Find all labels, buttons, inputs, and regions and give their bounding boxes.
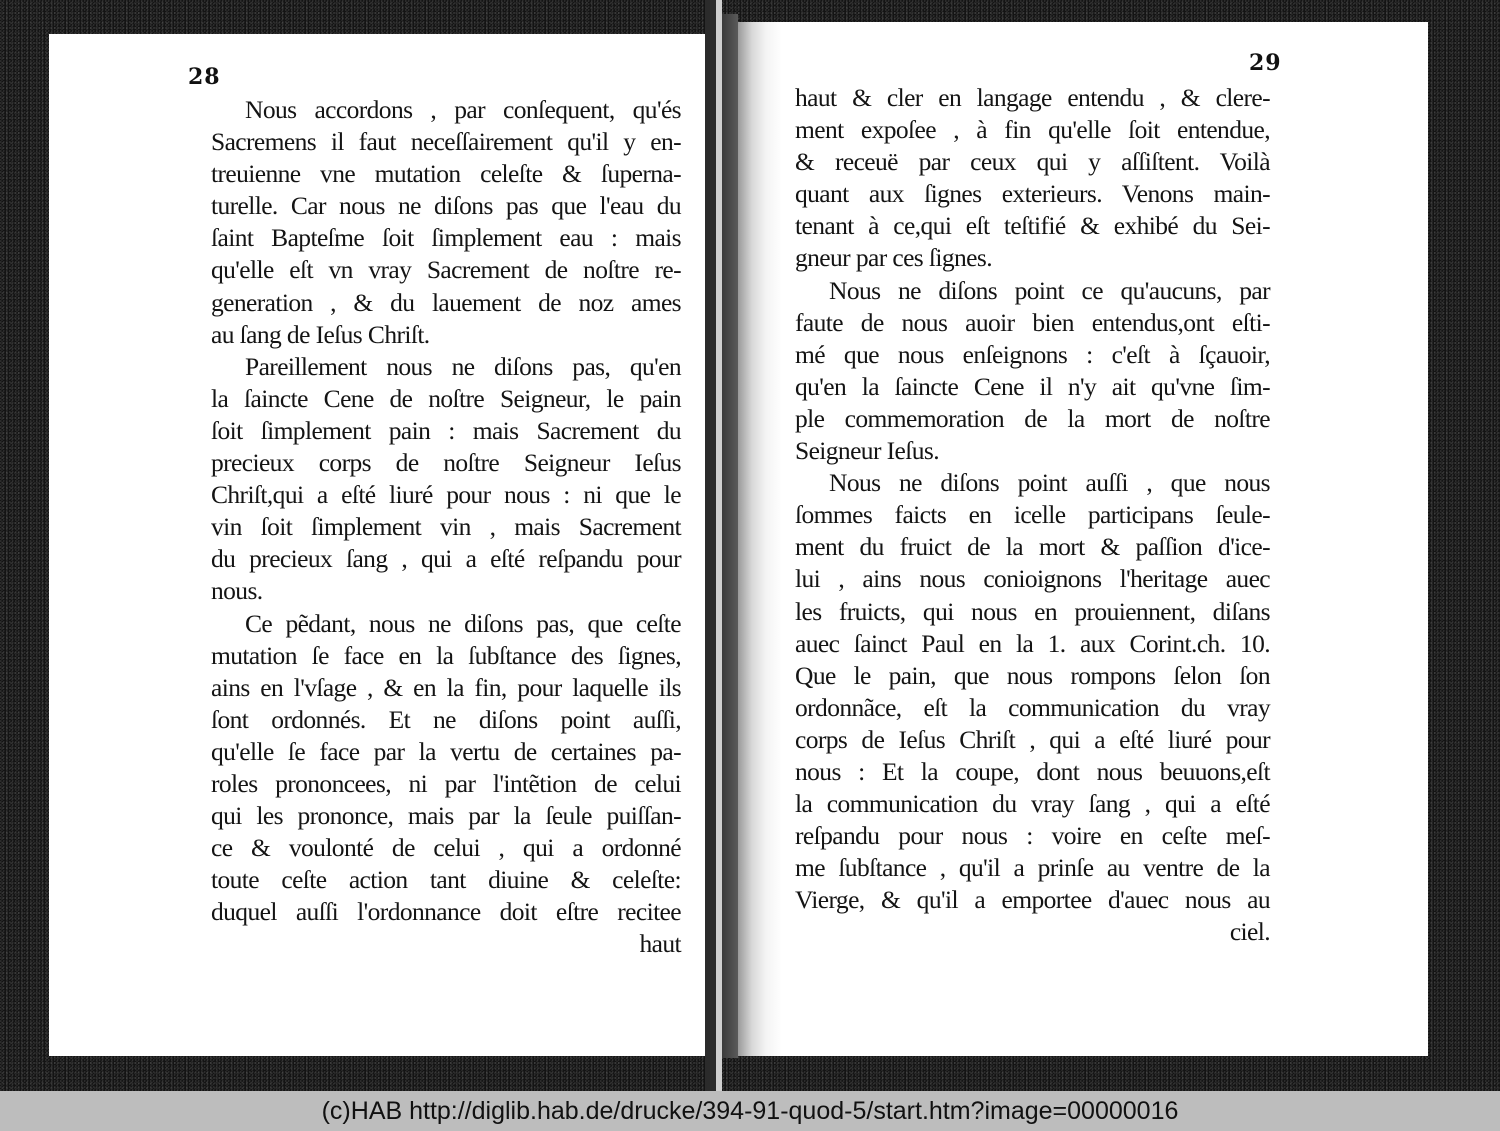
footer-credit-link[interactable]: (c)HAB http://diglib.hab.de/drucke/394-91-quod-5/start.htm?image=00000016 bbox=[321, 1097, 1179, 1125]
page-number-left: 28 bbox=[188, 64, 221, 90]
text-line: la communication du vray ſang , qui a eſté bbox=[795, 789, 1270, 819]
text-line: quant aux ſignes exterieurs. Venons main- bbox=[795, 179, 1270, 209]
text-line: la ſaincte Cene de noſtre Seigneur, le pain bbox=[211, 383, 681, 413]
text-line: roles prononcees, ni par l'intẽtion de celui bbox=[211, 768, 681, 798]
text-line: reſpandu pour nous : voire en ceſte meſ- bbox=[795, 821, 1270, 851]
text-line: faute de nous auoir bien entendus,ont eſti- bbox=[795, 307, 1270, 337]
text-line: ment expoſee , à fin qu'elle ſoit entendue, bbox=[795, 115, 1270, 145]
text-line: treuienne vne mutation celeſte & ſuperna- bbox=[211, 159, 681, 189]
text-line: corps de Ieſus Chriſt , qui a eſté liuré pour bbox=[795, 724, 1270, 754]
right-page-text bbox=[795, 82, 1270, 949]
text-line: ciel. bbox=[1229, 917, 1270, 947]
text-line: nous : Et la coupe, dont nous beuuons,eſt bbox=[795, 756, 1270, 786]
text-line: ce & voulonté de celui , qui a ordonné bbox=[211, 833, 681, 863]
text-line: Nous accordons , par conſequent, qu'és bbox=[245, 95, 681, 124]
text-line: Nous ne diſons point ce qu'aucuns, par bbox=[829, 275, 1270, 305]
text-line: qui les prononce, mais par la ſeule puiſſan- bbox=[211, 801, 681, 831]
text-line: toute ceſte action tant diuine & celeſte: bbox=[211, 865, 681, 895]
text-line: haut bbox=[639, 929, 681, 959]
text-line: du precieux ſang , qui a eſté reſpandu pour bbox=[211, 544, 681, 574]
text-line: Que le pain, que nous rompons ſelon ſon bbox=[795, 660, 1270, 690]
text-line: Seigneur Ieſus. bbox=[795, 436, 939, 466]
text-line: qu'elle ſe face par la vertu de certaines pa- bbox=[211, 736, 681, 766]
text-line: Pareillement nous ne diſons pas, qu'en bbox=[245, 351, 681, 381]
left-page-text bbox=[211, 94, 681, 961]
text-line: les fruicts, qui nous en prouiennent, diſans bbox=[795, 596, 1270, 626]
text-line: mé que nous enſeignons : c'eſt à ſçauoir, bbox=[795, 339, 1270, 369]
text-line: auec ſainct Paul en la 1. aux Corint.ch. 10. bbox=[795, 628, 1270, 658]
text-line: qu'elle eſt vn vray Sacrement de noſtre re- bbox=[211, 255, 681, 285]
copyright-footer bbox=[0, 1091, 1500, 1131]
text-line: ſoit ſimplement pain : mais Sacrement du bbox=[211, 415, 681, 445]
text-line: generation , & du lauement de noz ames bbox=[211, 287, 681, 317]
text-line: Nous ne diſons point auſſi , que nous bbox=[829, 468, 1270, 498]
text-line: nous. bbox=[211, 576, 263, 606]
text-line: lui , ains nous conioignons l'heritage auec bbox=[795, 564, 1270, 594]
text-line: precieux corps de noſtre Seigneur Ieſus bbox=[211, 448, 681, 478]
text-line: qu'en la ſaincte Cene il n'y ait qu'vne ſim- bbox=[795, 371, 1270, 401]
text-line: Vierge, & qu'il a emportee d'auec nous au bbox=[795, 885, 1270, 915]
text-line: Chriſt,qui a eſté liuré pour nous : ni que le bbox=[211, 480, 681, 510]
text-line: Sacremens il faut neceſſairement qu'il y en- bbox=[211, 127, 681, 157]
text-line: ordonnãce, eſt la communication du vray bbox=[795, 692, 1270, 722]
text-line: tenant à ce,qui eſt teſtifié & exhibé du Sei- bbox=[795, 211, 1270, 241]
text-line: me ſubſtance , qu'il a prinſe au ventre de la bbox=[795, 853, 1270, 883]
text-line: ſommes faicts en icelle participans ſeule- bbox=[795, 500, 1270, 530]
text-line: & receuë par ceux qui y aſſiſtent. Voilà bbox=[795, 147, 1270, 177]
text-line: ple commemoration de la mort de noſtre bbox=[795, 403, 1270, 433]
text-line: duquel auſſi l'ordonnance doit eſtre recitee bbox=[211, 897, 681, 927]
text-line: turelle. Car nous ne diſons pas que l'eau du bbox=[211, 191, 681, 221]
text-line: haut & cler en langage entendu , & clere- bbox=[795, 83, 1270, 112]
text-line: Ce pẽdant, nous ne diſons pas, que ceſte bbox=[245, 608, 681, 638]
text-line: mutation ſe face en la ſubſtance des ſignes, bbox=[211, 640, 681, 670]
gutter-shadow bbox=[722, 14, 738, 1058]
book-gutter bbox=[705, 0, 716, 1091]
text-line: ment du fruict de la mort & paſſion d'ice- bbox=[795, 532, 1270, 562]
text-line: ains en l'vſage , & en la fin, pour laquelle ils bbox=[211, 672, 681, 702]
text-line: gneur par ces ſignes. bbox=[795, 243, 992, 273]
text-line: ſaint Bapteſme ſoit ſimplement eau : mais bbox=[211, 223, 681, 253]
page-number-right: 29 bbox=[1249, 50, 1282, 76]
text-line: vin ſoit ſimplement vin , mais Sacrement bbox=[211, 512, 681, 542]
text-line: au ſang de Ieſus Chriſt. bbox=[211, 319, 430, 349]
text-line: ſont ordonnés. Et ne diſons point auſſi, bbox=[211, 704, 681, 734]
